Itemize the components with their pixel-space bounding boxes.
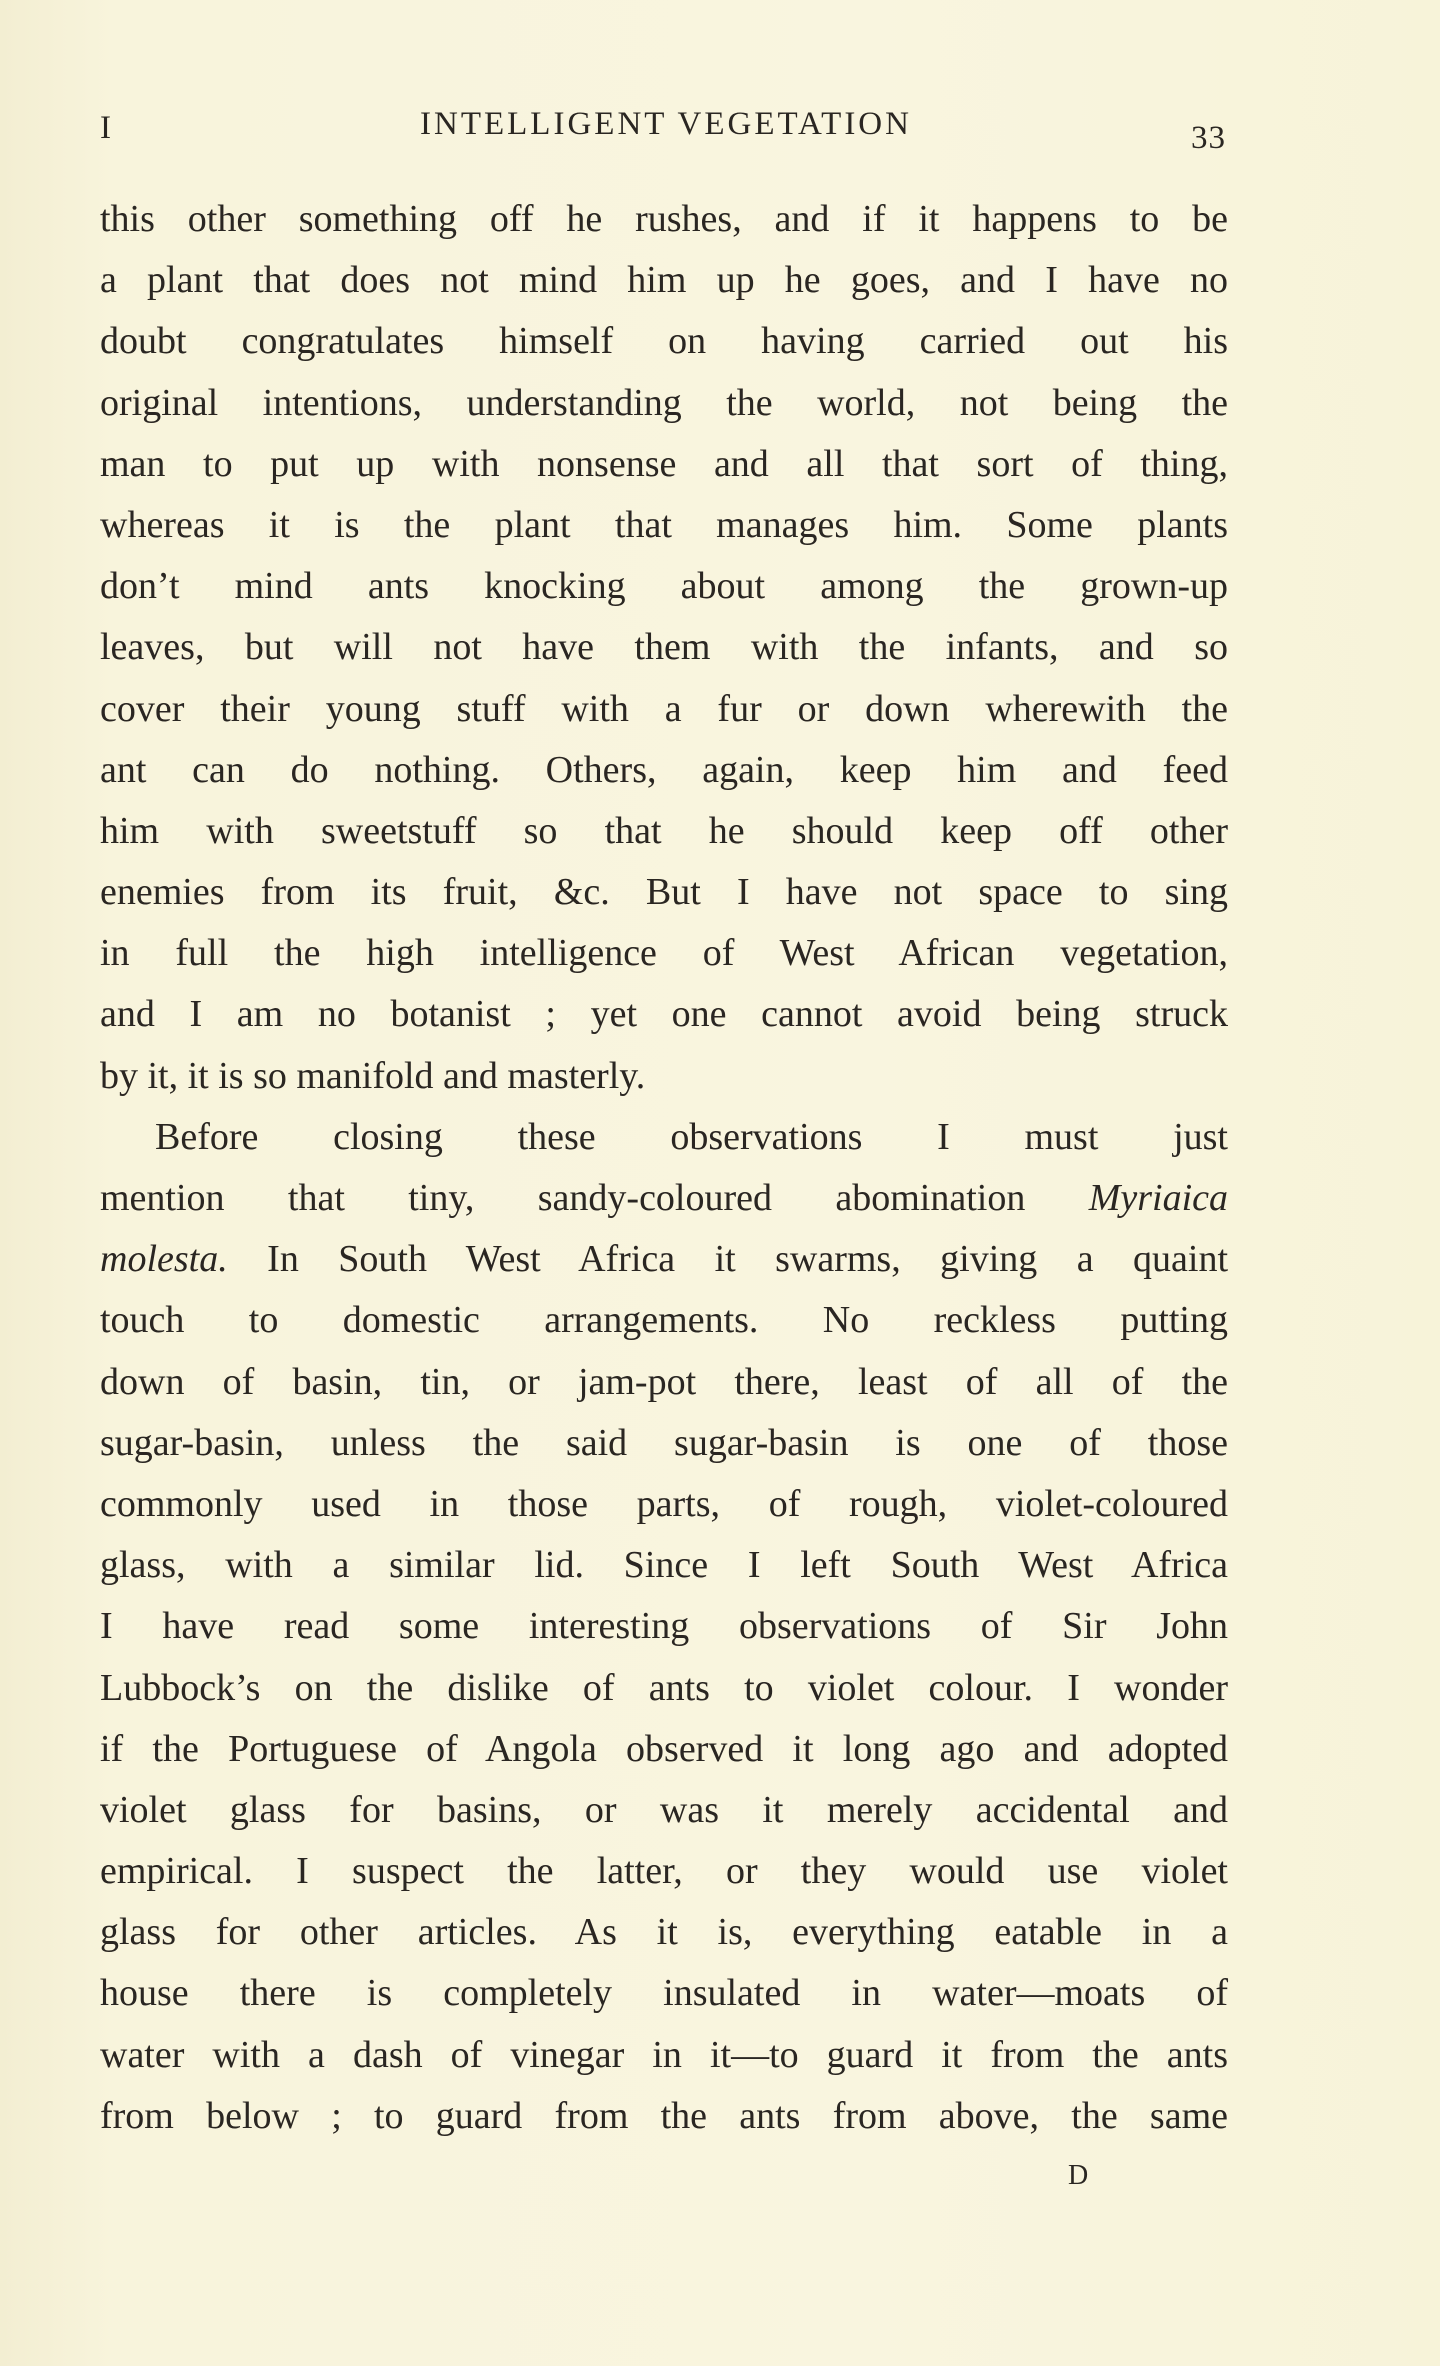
species-name: molesta. [100, 1238, 228, 1281]
text-line: down of basin, tin, or jam-pot there, least of all of the [100, 1360, 1228, 1403]
text-line: glass, with a similar lid. Since I left South West Africa [100, 1544, 1228, 1587]
text-fragment: mention that tiny, sandy-coloured abomination [100, 1177, 1026, 1219]
text-line: house there is completely insulated in water—moats of [100, 1972, 1228, 2015]
text-line [100, 1168, 1228, 1229]
chapter-numeral: I [100, 110, 113, 146]
text-line: a plant that does not mind him up he goes, and I have no [100, 259, 1228, 302]
text-line: enemies from its fruit, &c. But I have not space to sing [100, 871, 1228, 914]
species-name: Myriaica [1088, 1177, 1229, 1219]
text-line: glass for other articles. As it is, everything eatable in a [100, 1911, 1228, 1954]
text-line: doubt congratulates himself on having carried out his [100, 320, 1228, 363]
text-line: empirical. I suspect the latter, or they would use violet [100, 1850, 1228, 1893]
text-line: whereas it is the plant that manages him. Some plants [100, 503, 1228, 546]
text-line: original intentions, understanding the world, not being the [100, 381, 1228, 424]
paragraph-start-line: Before closing these observations I must just [155, 1115, 1228, 1158]
text-line: cover their young stuff with a fur or down wherewith the [100, 687, 1228, 730]
page-number: 33 [1191, 120, 1226, 156]
text-line: in full the high intelligence of West African vegetation, [100, 932, 1228, 975]
paragraph-end-line: by it, it is so manifold and masterly. [100, 1054, 646, 1097]
text-line: ant can do nothing. Others, again, keep him and feed [100, 748, 1228, 791]
text-line: I have read some interesting observations of Sir John [100, 1605, 1228, 1648]
text-fragment: In South West Africa it swarms, giving a quaint [267, 1238, 1228, 1281]
running-head [96, 100, 1236, 160]
text-line: violet glass for basins, or was it merely accidental and [100, 1788, 1228, 1831]
text-line: commonly used in those parts, of rough, violet-coloured [100, 1482, 1228, 1525]
text-line: man to put up with nonsense and all that sort of thing, [100, 442, 1228, 485]
text-line: from below ; to guard from the ants from above, the same [100, 2094, 1228, 2137]
text-line: and I am no botanist ; yet one cannot avoid being struck [100, 993, 1228, 1036]
text-line: leaves, but will not have them with the infants, and so [100, 626, 1228, 669]
text-line: sugar-basin, unless the said sugar-basin is one of those [100, 1421, 1228, 1464]
text-line: him with sweetstuff so that he should keep off other [100, 809, 1228, 852]
running-title: INTELLIGENT VEGETATION [420, 106, 912, 142]
text-line: water with a dash of vinegar in it—to guard it from the ants [100, 2033, 1228, 2076]
text-line: this other something off he rushes, and if it happens to be [100, 198, 1228, 240]
body-text [100, 189, 1228, 2147]
text-line: touch to domestic arrangements. No reckless putting [100, 1299, 1228, 1342]
text-line: if the Portuguese of Angola observed it long ago and adopted [100, 1727, 1228, 1770]
signature-mark: D [1068, 2160, 1090, 2191]
text-line [100, 1229, 1228, 1290]
text-line: Lubbock’s on the dislike of ants to violet colour. I wonder [100, 1666, 1228, 1709]
text-line: don’t mind ants knocking about among the grown-up [100, 565, 1228, 608]
